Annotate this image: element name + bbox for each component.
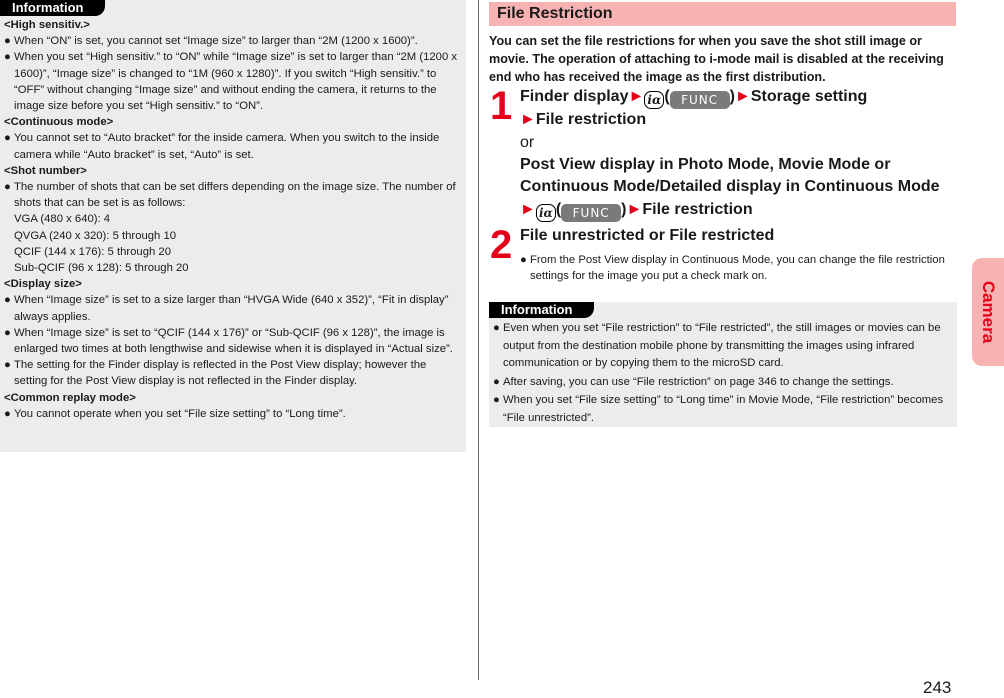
bullet-item: ● When “Image size” is set to a size larger than “HVGA Wide (640 x 352)”, “Fit in display” always applies. [4,294,449,323]
information-content [4,17,462,422]
arrow-icon: ► [734,88,751,105]
bullet-item: ● Even when you set “File restriction” to “File restricted”, the still images or movies can be output from the destination mobile phone by transmitting the images using infrared communication or by copying them to the microSD card. [493,322,941,369]
i-alpha-key-icon: iα [536,204,556,222]
step-text: Storage setting [750,88,868,105]
step-text: File restriction [535,111,647,129]
section-heading: <Continuous mode> [4,116,114,129]
step-number-1: 1 [490,84,513,128]
information-box-right [489,302,957,427]
step-text: Finder display [520,88,629,105]
step-text: File restriction [642,200,753,218]
section-heading: <Display size> [4,278,82,291]
bullet-item: ● The setting for the Finder display is reflected in the Post View display; however the setting for the Post View display is not reflected in the Finder display. [4,359,427,388]
func-key-icon: FUNC [561,204,621,222]
step-2-instructions: File unrestricted or File restricted [520,227,775,244]
or-text: or [520,133,535,151]
func-key-icon: FUNC [670,91,730,109]
step-text: Post View display in Photo Mode, Movie Mode or Continuous Mode/Detailed display in Continuous Mode [520,156,940,196]
section-intro: You can set the file restrictions for when you save the shot still image or movie. The operation of attaching to i-mode mail is disabled at the receiving end who has received the image as the first distribution. [489,34,944,84]
bullet-item: ● When you set “High sensitiv.” to “ON” while “Image size” is set to larger than “2M (1200 x 1600)”, “Image size” is changed to “1M (960 x 1280)”. If you switch “High sensitiv.” to “OFF” without changing “Image size” and without ending the camera, it returns to the image size before you set “High sensitiv.” to “ON”. [4,51,458,113]
shot-count-line: VGA (480 x 640): 4 [14,213,111,226]
information-tag: Information [489,302,594,318]
bullet-item: ● The number of shots that can be set differs depending on the image size. The number of shots that can be set is as follows: [4,181,456,210]
bullet-item: ● When you set “File size setting” to “Long time” in Movie Mode, “File restriction” becomes “File unrestricted”. [493,394,944,424]
shot-count-line: QVGA (240 x 320): 5 through 10 [14,229,177,242]
shot-count-line: Sub-QCIF (96 x 128): 5 through 20 [14,262,189,275]
i-alpha-key-icon: iα [644,91,664,109]
shot-count-line: QCIF (144 x 176): 5 through 20 [14,245,171,258]
step-2-note: ● From the Post View display in Continuous Mode, you can change the file restriction settings for the image you put a check mark on. [520,254,945,282]
bullet-item: ● After saving, you can use “File restriction” on page 346 to change the settings. [493,375,894,388]
page-number: 243 [923,678,952,697]
section-heading: <Common replay mode> [4,391,136,404]
information-tag: Information [0,0,105,16]
bullet-item: ● You cannot operate when you set “File size setting” to “Long time”. [4,407,346,420]
arrow-icon: ► [628,88,645,105]
information-box-left [0,0,466,452]
section-heading: <High sensitiv.> [4,19,90,31]
chapter-tab-label: Camera [979,280,998,344]
information-content [493,320,953,428]
bullet-item: ● When “ON” is set, you cannot set “Image size” to larger than “2M (1200 x 1600)”. [4,35,418,48]
bullet-item: ● When “Image size” is set to “QCIF (144 x 176)” or “Sub-QCIF (96 x 128)”, the image is enlarged two times at both lengthwise and sidewise when it is displayed in “Actual size”. [4,326,453,356]
step-number-2: 2 [490,223,513,267]
step-1-instructions: Finder display► iα ( FUNC )►Storage setting ►File restriction or Post View display in Photo Mode, Movie Mode or Continuous Mode/Detailed display in Continuous Mode ► iα ( FUNC )►File restriction [520,86,960,222]
arrow-icon: ► [520,200,536,218]
arrow-icon: ► [626,200,643,218]
section-title: File Restriction [489,2,956,26]
column-divider [478,0,479,680]
bullet-item: ● You cannot set to “Auto bracket” for the inside camera. When you switch to the inside camera while “Auto bracket” is set, “Auto” is set. [4,132,440,161]
arrow-icon: ► [520,111,536,129]
section-heading: <Shot number> [4,164,87,177]
